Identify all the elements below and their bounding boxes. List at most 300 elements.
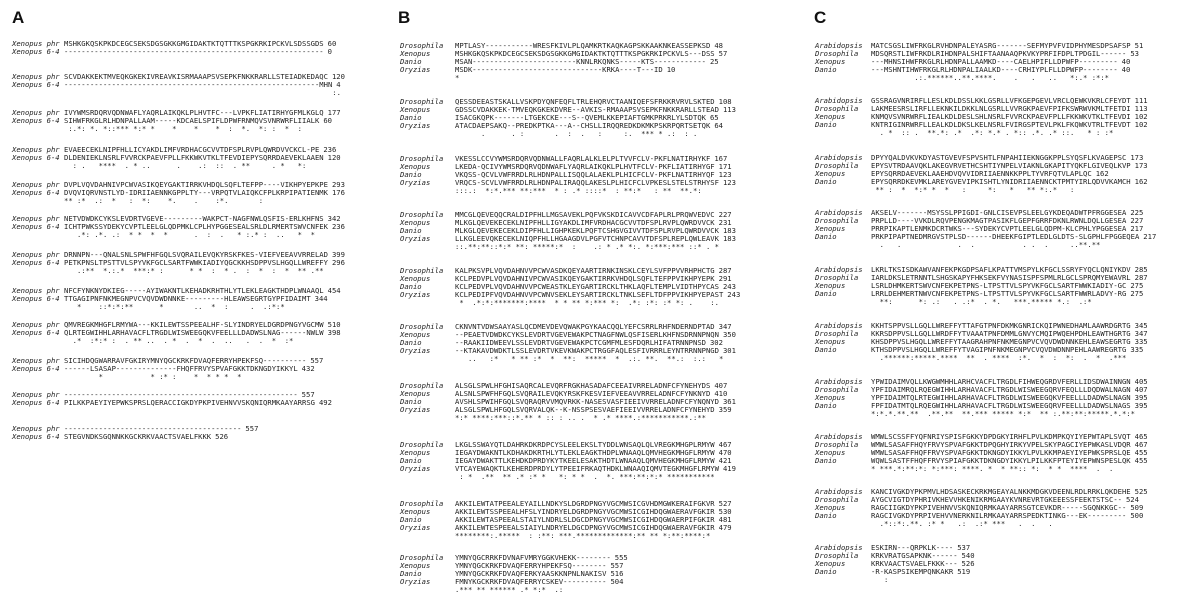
residue-count: 275 bbox=[1130, 289, 1144, 298]
species-name: Xenopus 6-4 bbox=[12, 294, 60, 303]
species-name: Drosophila bbox=[400, 154, 444, 163]
residue-count: 291 bbox=[718, 274, 732, 283]
sequence-text: LKEDA-QCIVYWMSRDQRVQDNWAFLYAQRLAIKQKLPLHVTFCLV-PKFLIATIRHYGF bbox=[455, 162, 715, 171]
species-name: Drosophila bbox=[815, 104, 859, 113]
residue-count: 407 bbox=[1134, 385, 1148, 394]
species-name: Drosophila bbox=[815, 385, 859, 394]
species-name: Xenopus phr bbox=[12, 424, 60, 433]
residue-count: 167 bbox=[714, 154, 728, 163]
consensus-line: .:** *.:.* ***:* : * * : * . : * : * ** .** bbox=[64, 266, 324, 275]
sequence-text: EPYSVTRDAAVQKLAKEGVRVETHCSHTIYNPELVIAKNLGKAPITYQKFLGIVEQLKVP bbox=[871, 161, 1131, 170]
species-name: Xenopus phr bbox=[12, 214, 60, 223]
sequence-text: GSSRAGVNRIRFLLESLKDLDSSLKKLGSRLLVFKGEPGEVLVRCLQEWKVKRLCFEYDT bbox=[871, 96, 1131, 105]
species-name: Xenopus 6-4 bbox=[12, 80, 60, 89]
alignment-block bbox=[400, 441, 736, 481]
sequence-text: MPTLASY-----------WRESFKIVLPLQAMKRTKAQKAGPSKKAAKNKEASSEPKSD bbox=[455, 41, 711, 50]
residue-count: 467 bbox=[718, 440, 732, 449]
residue-count: 470 bbox=[718, 448, 732, 457]
species-name: Oryzias bbox=[400, 523, 431, 532]
consensus-line: .*: .*. .: * * * * . : . * :.* : .. * * bbox=[64, 230, 315, 239]
alignment-block bbox=[12, 321, 341, 345]
sequence-text: CKNVNTVDWSAAYASLQCDMEVDEVQWAKPGYKAACQQLYEFCSRRLRHFNDERNDPTAD bbox=[455, 322, 715, 331]
alignment-block bbox=[815, 378, 1148, 418]
residue-count: 301 bbox=[722, 346, 736, 355]
residue-count: 537 bbox=[957, 543, 971, 552]
species-name: Drosophila bbox=[400, 322, 444, 331]
species-name: Xenopus phr bbox=[12, 286, 60, 295]
residue-count: 111 bbox=[1134, 96, 1148, 105]
sequence-text: YMNYQGCRRKFDVNAFVMRYGGKVHEKK-------- bbox=[455, 553, 611, 562]
species-name: Oryzias bbox=[400, 178, 431, 187]
residue-count: 183 bbox=[722, 226, 736, 235]
alignment-block bbox=[400, 500, 732, 540]
residue-count: 479 bbox=[718, 523, 732, 532]
residue-count: 555 bbox=[614, 553, 628, 562]
sequence-text: FMNYKGCKRKFDVAQFERRYCSKEV---------- bbox=[455, 577, 607, 586]
sequence-text: YPFIDAIMTQLRTEGWIHHLARHAVACFLTRGDLWISWEEGQKVFEELLLDADWSLNAGN bbox=[871, 393, 1131, 402]
species-name: Xenopus bbox=[400, 561, 431, 570]
sequence-text: KTHSDPPVSLHGQLLWREFFYTVAGIPNFNKMEGNPVCVQVDWDNNPEHLAAWREGRTG bbox=[871, 345, 1127, 354]
residue-count: 342 bbox=[327, 214, 341, 223]
species-name: Drosophila bbox=[815, 329, 859, 338]
residue-count: 419 bbox=[722, 464, 736, 473]
species-name: Xenopus bbox=[400, 389, 431, 398]
sequence-text: DLDENIEKLNSRLFVVRCKPAEVFPLLFKKWKVTKLTFEVDIEPYSQRRDAEVEKLAAEN bbox=[64, 153, 324, 162]
species-name: Xenopus phr bbox=[12, 320, 60, 329]
sequence-text: QMVREGKMHGFLRMYWA---KKILEWTSSPEEALHF-SLYINDRYELDGRDPNGYVGCMW bbox=[64, 320, 324, 329]
sequence-text: ------------------------------------------------------ bbox=[64, 390, 298, 399]
species-name: Xenopus bbox=[815, 224, 846, 233]
species-name: Arabidopsis bbox=[815, 377, 863, 386]
residue-count: 526 bbox=[215, 432, 229, 441]
residue-count: 243 bbox=[727, 290, 741, 299]
residue-count: 10 bbox=[666, 65, 676, 74]
sequence-text: VRQCS-SCVLVWFRRDLRLHDNPALIRAQQLAKESLPLHICFCLVPKESLSTELSTRHYSF bbox=[455, 178, 719, 187]
species-name: Oryzias bbox=[400, 405, 431, 414]
sequence-text: DVPLVQVDAHNIVPCWVASIKQEYGAKTIRRKVHDQLSQFLTEFPP----VIKHPYEPKPE bbox=[64, 180, 328, 189]
residue-count: 102 bbox=[1134, 120, 1148, 129]
sequence-text: --RAAKIIDWEEVLSSLEVDRTVGEVEWAKPCTCGMFMLESFDQRLHIFATRNNPNSD bbox=[455, 338, 706, 347]
sequence-text: KANCIVGKDYPKPMVLHDSASKECKRKMGEAYALNKKMDGKVDEENLRDLRRKLQKDEHE bbox=[871, 487, 1131, 496]
sequence-text: STEGVNDKSGQNNKKGCKRKVAACTSVAELFKKK bbox=[64, 432, 212, 441]
sequence-text: MATCSGSLIWFRKGLRVHDNPALEYASRG-------SEFMYPVFVIDPHYMESDPSAFSP bbox=[871, 41, 1131, 50]
consensus-line: . . . . . . . ..**.** bbox=[871, 240, 1101, 249]
alignment-block bbox=[12, 215, 345, 239]
species-name: Oryzias bbox=[400, 65, 431, 74]
alignment-block bbox=[815, 266, 1148, 306]
panel-label-b: B bbox=[398, 8, 411, 27]
species-name: Xenopus 6-4 bbox=[12, 258, 60, 267]
sequence-text: KNTRIGINRWRFLLEALKDLDKSLKELNSRLFVIRGSPTEVLPKLFKQWKVTRLTFEVDT bbox=[871, 120, 1131, 129]
species-name: Xenopus bbox=[815, 169, 846, 178]
consensus-line: : bbox=[871, 575, 889, 584]
residue-count: 0 bbox=[327, 47, 332, 56]
residue-count: 350 bbox=[722, 330, 736, 339]
consensus-line: * ::*:*:** * .. * : . .:*:* bbox=[64, 302, 285, 311]
residue-count: 162 bbox=[1095, 169, 1109, 178]
sequence-text: KKHTSPPVSLLGQLLWREFFYTTAFGTPNFDKMKGNRICKQIPWNEDHAMLAAWRDGRTG bbox=[871, 321, 1131, 330]
species-name: Danio bbox=[400, 515, 422, 524]
sequence-text: VKESSLCCVYWMSRDQRVQDNWALLFAQRLALKLELPLTVVFCLV-PKFLNATIRHYKF bbox=[455, 154, 711, 163]
residue-count: 557 bbox=[310, 356, 324, 365]
alignment-block bbox=[12, 146, 341, 170]
residue-count: 227 bbox=[718, 210, 732, 219]
residue-count: 509 bbox=[1130, 503, 1144, 512]
residue-count: 519 bbox=[957, 567, 971, 576]
sequence-text: RAGCIIGKDYPKPIVEHNVVSKQNIQRMKAAYARRSGTCEVKDR-----SGQNKKGC-- bbox=[871, 503, 1127, 512]
sequence-text: PRRPIKAPTLENMKDCRTWKS---SYDEKYCVPTLEELGLQDPM-KLCPHLYPGGESEA bbox=[871, 224, 1127, 233]
residue-count: 504 bbox=[610, 577, 624, 586]
alignment-block bbox=[12, 251, 345, 275]
sequence-text: YPWIDAIMVQLLKWGWMHHLARHCVACFLTRGDLFIHWEQGRDVFERLLIDSDWAINNGN bbox=[871, 377, 1131, 386]
alignment-block bbox=[815, 209, 1156, 249]
sequence-text: ALSNLSPWFHFGQLSVQRAILEVQKYRSKFKESVIEFVEEAVVRRELADNFCFYNKNYD bbox=[455, 389, 711, 398]
species-name: Drosophila bbox=[400, 41, 444, 50]
species-name: Arabidopsis bbox=[815, 265, 863, 274]
residue-count: 347 bbox=[718, 322, 732, 331]
species-name: Danio bbox=[815, 456, 837, 465]
sequence-text: ICHTPWKSSYDEKYCVPTLEELGLQDPMKLCPLHYPGGESEALSRLDLRMERTSWVCNFEK bbox=[64, 222, 328, 231]
sequence-text: EPYSQRRDKEVMKLAREYGVEVIPKISHTLYNIDRIIAENNCKTPMTYIRLQDVVKAMCH bbox=[871, 177, 1131, 186]
species-name: Xenopus bbox=[815, 448, 846, 457]
residue-count: 465 bbox=[1134, 432, 1148, 441]
sequence-text: MMCGLQEVEQQCRALDIPFHLLMGSAVEKLPQFVKSKDICAVVCDFAPLRLPRQWVEDVC bbox=[455, 210, 715, 219]
consensus-line: .*::*:.**. :* * .: .:* *** . . . bbox=[871, 519, 1053, 528]
sequence-row bbox=[815, 568, 975, 576]
species-name: Drosophila bbox=[400, 499, 444, 508]
residue-count: 395 bbox=[1134, 401, 1148, 410]
consensus-line: ::.**:**::*:* **: *****:* : .: * .* *:. *:***:*** ::* . * bbox=[455, 242, 719, 251]
species-name: Drosophila bbox=[815, 273, 859, 282]
residue-count: 526 bbox=[961, 559, 975, 568]
species-name: Drosophila bbox=[815, 551, 859, 560]
sequence-text: ESKIRN---QRPKLK---- bbox=[871, 543, 954, 552]
residue-count: 516 bbox=[610, 569, 624, 578]
species-name: Xenopus bbox=[815, 337, 846, 346]
residue-count: 4 bbox=[336, 80, 341, 89]
species-name: Xenopus bbox=[815, 393, 846, 402]
residue-count: 285 bbox=[1134, 265, 1148, 274]
consensus-line: . * :: . **.*: .* .*: *.* . *:: .*. .* ::. * : :* bbox=[871, 128, 1114, 137]
alignment-block bbox=[12, 425, 258, 441]
residue-count: 287 bbox=[718, 266, 732, 275]
residue-count: 173 bbox=[1134, 161, 1148, 170]
consensus-line: .* :*:* : . ** .. . * . * . .. . . * :* bbox=[64, 336, 294, 345]
species-name: Danio bbox=[400, 456, 422, 465]
consensus-line: ** :* .: * : *: *. . :*. : bbox=[64, 196, 264, 205]
alignment-block bbox=[400, 554, 628, 594]
species-name: Xenopus bbox=[400, 330, 431, 339]
residue-count: 120 bbox=[331, 72, 345, 81]
alignment-block bbox=[400, 98, 736, 138]
residue-count: 231 bbox=[718, 218, 732, 227]
species-name: Xenopus bbox=[400, 448, 431, 457]
species-name: Xenopus phr bbox=[12, 356, 60, 365]
alignment-block bbox=[12, 109, 341, 133]
sequence-text: LKGLSSWAYQTLDAHRKDKRDPCYSLEELEKSLTYDDLWNSAQLQLVREGKMHGPLRMYW bbox=[455, 440, 715, 449]
sequence-text: WMWLSASAFFHQYFRVYSPVAFGKKTDPQGHYIRKYVPELSKYPAGCIYEPWKASLVDQR bbox=[871, 440, 1131, 449]
residue-count: 395 bbox=[1134, 393, 1148, 402]
alignment-block bbox=[12, 287, 341, 311]
sequence-text: AKKILEWTASPEEALSTAIYLNDRLSLDGCDPNGYVGCMWSICGIHDQGWAERPIFGKIR bbox=[455, 515, 715, 524]
residue-count: 347 bbox=[1134, 329, 1148, 338]
species-name: Arabidopsis bbox=[815, 208, 863, 217]
species-name: Drosophila bbox=[400, 266, 444, 275]
sequence-text: LLKGLEEVQKECEKLNIQPFHLLHGAAGDVLPGFVTCHNPCAVVTDFSPLREPLQWLEAVK bbox=[455, 234, 719, 243]
sequence-text: MDSQRSTLIWFRKDLRIHDNPALSHIFTAANAAQPKVKYPRFIFDPLTPDGIL------ bbox=[871, 49, 1127, 58]
sequence-text: TTGAGIPNFNKMEGNPVCVQVDWDNNKE---------HLEAWSEGRTGYPFIDAIMT bbox=[64, 294, 311, 303]
sequence-text: FPFIDATMTQLRQEGWIHHLARHAVACFLTRGDLWISWEEGQRVFEELLLDADWSLNAGS bbox=[871, 401, 1131, 410]
alignment-block bbox=[12, 391, 332, 407]
residue-count: 236 bbox=[323, 145, 337, 154]
species-name: Xenopus bbox=[400, 218, 431, 227]
species-name: Arabidopsis bbox=[815, 543, 863, 552]
alignment-block bbox=[400, 155, 736, 195]
species-name: Xenopus 6-4 bbox=[12, 47, 60, 56]
species-name: Drosophila bbox=[815, 440, 859, 449]
sequence-text: ---MHNSIHWFRKGLRLHDNPALLAAMKD----CAELHPIFLLDPWFP--------- bbox=[871, 57, 1118, 66]
residue-count: 40 bbox=[1121, 57, 1131, 66]
sequence-text: ---MSHNTIHWFRKGLRLHDNPALIAALKD----CRHIYPLFLLDPWFP-------- bbox=[871, 65, 1118, 74]
residue-count: 243 bbox=[722, 282, 736, 291]
residue-count: 225 bbox=[1130, 208, 1144, 217]
sequence-text: SICIHDQGWARRAVFGKIRYMNYQGCKRKFDVAQFERRYHPEKFSQ---------- bbox=[64, 356, 307, 365]
sequence-text: KCLPEDVPLVQVDAHNIVPCWVASIKQEYGAKTIRRKVHDQLSQFLTEFPPVIKHPYEPK bbox=[455, 274, 715, 283]
sequence-text: ISACGKQPK-------LTGEKCKE---S--QVEMLKKEPIAFTGMKPRKRLYLSDTQK bbox=[455, 113, 706, 122]
residue-count: 123 bbox=[718, 170, 732, 179]
residue-count: 102 bbox=[1134, 112, 1148, 121]
consensus-line: :::.: *:*.*** **:*** * : .* ::::* : **:* : ** **.*: bbox=[455, 186, 702, 195]
species-name: Drosophila bbox=[815, 161, 859, 170]
species-name: Danio bbox=[400, 397, 422, 406]
consensus-line: ********:.***** : :**: ***.*************:** ** *:**:****:* bbox=[455, 531, 711, 540]
residue-count: 275 bbox=[1130, 281, 1144, 290]
sequence-text: YMNYQGCKRKFDVAQFERRYHPEKFSQ-------- bbox=[455, 561, 607, 570]
sequence-text: MSHKGKQSKPKDCEGCSEKSDGSGKKGMGIDAKTKTQTTTKSPGKRKIPCKVLS---DSS bbox=[455, 49, 715, 58]
residue-count: 432 bbox=[301, 364, 315, 373]
species-name: Xenopus phr bbox=[12, 39, 60, 48]
residue-count: 120 bbox=[327, 153, 341, 162]
species-name: Oryzias bbox=[400, 234, 431, 243]
residue-count: 455 bbox=[1134, 448, 1148, 457]
sequence-text: ALSGLSPWLHFGHISAQRCALEVQRFRGKHASADAFCEEAIVRRELADNFCFYNEHYDS bbox=[455, 381, 711, 390]
sequence-text: NFCFYNKNYDKIEG-----AYIWAKNTLKEHADKRHTHLYTLEKLEAGKTHDPLWNAAQL bbox=[64, 286, 324, 295]
species-name: Danio bbox=[400, 282, 422, 291]
consensus-line: *:*.*.**.** .**.** **.*** ***** *:* ** :.**:**:*****.*.*:* bbox=[871, 409, 1135, 418]
residue-count: 236 bbox=[331, 222, 345, 231]
residue-count: 173 bbox=[1130, 153, 1144, 162]
species-name: Arabidopsis bbox=[815, 96, 863, 105]
consensus-line: :.*: *. *::*** *:* * * * * : *. *: : * : bbox=[64, 124, 302, 133]
species-name: Danio bbox=[815, 289, 837, 298]
species-name: Xenopus 6-4 bbox=[12, 398, 60, 407]
residue-count: 530 bbox=[718, 507, 732, 516]
species-name: Xenopus phr bbox=[12, 180, 60, 189]
sequence-text: AYGCVIGTDYPHRIVKHEVVHKENIKRMGAAYKVNREVRTGKEEESSFEEKTSTSC-- bbox=[871, 495, 1122, 504]
alignment-block bbox=[400, 267, 740, 307]
sequence-text: LKRLTKSISDKAWVANFEKPKGDPSAFLKPATTVMSPYLKFGCLSSRYFYQCLQNIYKDV bbox=[871, 265, 1131, 274]
species-name: Xenopus 6-4 bbox=[12, 116, 60, 125]
sequence-text: LSRLDHMKERTSWVCNFEKPETPNS-LTPSTTVLSPYVKFGCLSARTFWWKIADIY-GC bbox=[871, 281, 1127, 290]
species-name: Xenopus bbox=[400, 105, 431, 114]
residue-count: 524 bbox=[1125, 495, 1139, 504]
species-name: Oryzias bbox=[400, 464, 431, 473]
residue-count: 293 bbox=[331, 180, 345, 189]
sequence-text: KCLPEDIPFVQVDAHNVVPCWNVSEKLEYSARTIRCKLTNKLSEFLTDFPPVIKHPYEPAST bbox=[455, 290, 724, 299]
panel-label-a: A bbox=[12, 8, 25, 27]
sequence-text: LRRLDEHMERTNWVCNFEKPETPNS-LTPSTTVLSPYVKFGCLSARTFWWRLADVY-RG bbox=[871, 289, 1127, 298]
species-name: Xenopus bbox=[400, 274, 431, 283]
species-name: Xenopus bbox=[815, 281, 846, 290]
residue-count: 287 bbox=[1134, 273, 1148, 282]
residue-count: 407 bbox=[714, 381, 728, 390]
residue-count: 53 bbox=[1130, 49, 1139, 58]
sequence-text: MSDK------------------------------KRKA----T---ID bbox=[455, 65, 663, 74]
sequence-text: MLKGLQEVEKECEKLDIPFHLLIGHPKEKLPQFTCSHGVGIVVTDFSPLRVPLQWRDVVCK bbox=[455, 226, 719, 235]
residue-count: 65 bbox=[709, 113, 719, 122]
residue-count: 335 bbox=[1134, 337, 1148, 346]
sequence-text: AKKILEWTSSPEEALHFSLYINDRYELDGRDPNGYVGCMWSICGIHDQGWAERAVFGKIR bbox=[455, 507, 715, 516]
sequence-text: PETKPNSLTPSTTVLSPYVKFGCLSARTFWWKIADIYQGCKKHSDPPVSLHGQLLWREFFY bbox=[64, 258, 328, 267]
consensus-line: *:* ****:***::*.** * :: : .. . * .* ****.:***********.:** bbox=[455, 413, 706, 422]
sequence-text: PRPLLD----VVKDLRQVPENGKMAGTPASIKFLGEPFGRRFDKNLRWNLDQLLGESEA bbox=[871, 216, 1127, 225]
residue-count: 64 bbox=[714, 121, 723, 130]
sequence-text: ATACDAEPSAKQ--PREDKPTKA---A--CHSLLIRQQREDKDKMKPSKRPQRTSETQK bbox=[455, 121, 711, 130]
residue-count: 410 bbox=[714, 389, 728, 398]
consensus-line: * bbox=[455, 73, 460, 82]
species-name: Xenopus 6-4 bbox=[12, 153, 60, 162]
alignment-block bbox=[815, 322, 1148, 362]
sequence-text: KHSDPPVSLHGQLLWREFFYTAAGRAHPNFNKMEGNPVCVQVDWDNNKEHLEAWSEGRTG bbox=[871, 337, 1131, 346]
residue-count: 361 bbox=[722, 397, 736, 406]
sequence-text: LAKMEESRSLIRFLLEKNKILDKKLNLGSRLLVVRGKPAEVFPIFKSWRWVKMLTFETDI bbox=[871, 104, 1131, 113]
residue-count: 162 bbox=[1134, 177, 1148, 186]
consensus-line: .*** ** ****** .* *:* .: bbox=[455, 585, 564, 594]
sequence-text: KKRSDPPVSLLGQLLWRDFFYTVAAATPNFDMMLGNVYCMQIPWQEHPDHLEAWTHGRTG bbox=[871, 329, 1131, 338]
residue-count: 455 bbox=[1134, 456, 1148, 465]
residue-count: 227 bbox=[1130, 216, 1144, 225]
sequence-text: AKKILEWTESPEEALSIAIYLNDRYELDGCDPNGYVGCMWSICGIHDQGWAERAVFGKIR bbox=[455, 523, 715, 532]
species-name: Xenopus phr bbox=[12, 72, 60, 81]
species-name: Xenopus bbox=[400, 162, 431, 171]
sequence-text: VKQSS-QCVLVWFRRDLRLHDNPALLISQQLALAEKLPLHICFCLV-PKFLNATIRHYQF bbox=[455, 170, 715, 179]
sequence-text: --KTAKAVDWDKTLSSLEVDRTVKEVKWAKPCTRGGFAQLESFIVRRRLEYNTRRNNPNGD bbox=[455, 346, 719, 355]
species-name: Danio bbox=[400, 226, 422, 235]
consensus-line: .******:*****.**** ** . **** :*. * : *: . * .*** bbox=[871, 353, 1127, 362]
alignment-block bbox=[815, 97, 1148, 137]
sequence-text: ALSGLSPWLHFGQLSVQRVALQK--K-NSSPSESVAEFIEEIVVRRELADNFCFYNEHYD bbox=[455, 405, 715, 414]
residue-count: 60 bbox=[327, 39, 337, 48]
alignment-block bbox=[815, 154, 1148, 194]
sequence-text: SCVDAKKEKTMVEQKGKEKIVREAVKISRMAAAPSVSEPKFNKKRARLLSTEIADKEDAQC bbox=[64, 72, 328, 81]
sequence-row bbox=[12, 433, 258, 441]
species-name: Arabidopsis bbox=[815, 153, 863, 162]
residue-count: 176 bbox=[331, 188, 345, 197]
residue-count: 492 bbox=[318, 398, 332, 407]
residue-count: 40 bbox=[1121, 65, 1131, 74]
residue-count: 57 bbox=[718, 49, 728, 58]
sequence-text: RAGCIVGKDYPRPIVEHVVNERKNILRMKAAYARRSPEDKTINKG---EK--------- bbox=[871, 511, 1127, 520]
alignment-block bbox=[815, 433, 1148, 473]
species-name: Drosophila bbox=[400, 553, 444, 562]
species-name: Xenopus phr bbox=[12, 145, 60, 154]
species-name: Arabidopsis bbox=[815, 487, 863, 496]
species-name: Danio bbox=[400, 569, 422, 578]
species-name: Danio bbox=[815, 177, 837, 186]
species-name: Drosophila bbox=[400, 210, 444, 219]
sequence-text: WMWLSCSSFFYQFNRIYSPISFGKKYDPDGKYIRHFLPVLKDMPKQYIYEPWTAPLSVQT bbox=[871, 432, 1131, 441]
residue-count: 481 bbox=[718, 515, 732, 524]
consensus-line: : . **** . * .. . .: :: . ** . * *: bbox=[64, 161, 307, 170]
residue-count: 113 bbox=[722, 105, 736, 114]
species-name: Arabidopsis bbox=[815, 41, 863, 50]
alignment-block bbox=[400, 211, 736, 251]
residue-count: 302 bbox=[709, 338, 723, 347]
species-name: Danio bbox=[815, 401, 837, 410]
species-name: Arabidopsis bbox=[815, 432, 863, 441]
residue-count: 525 bbox=[1134, 487, 1148, 496]
residue-count: 557 bbox=[301, 390, 315, 399]
residue-count: 217 bbox=[1130, 224, 1144, 233]
residue-count: 540 bbox=[961, 551, 975, 560]
species-name: Xenopus bbox=[815, 503, 846, 512]
consensus-line: * ***.*:**:*: *:***: ****. * * **:: *: * * **** . . bbox=[871, 464, 1114, 473]
sequence-text: EPYSQRRDAEVEKLAAEHDVQVVIDRIIAENNKKPPLTYVRFQTVLAPLQC bbox=[871, 169, 1092, 178]
sequence-text: WQWLSASTFFHQFFRVYSPIAFGKKTDKNGDYIKKYLPILKKFPTEYIYEPWNSPESLQK bbox=[871, 456, 1131, 465]
sequence-text: ------LSASAP--------------FHQFFRVYSPVAFGKKTDKNGDYIKKYL bbox=[64, 364, 298, 373]
alignment-block bbox=[815, 42, 1143, 82]
residue-count: 527 bbox=[718, 499, 732, 508]
species-name: Drosophila bbox=[815, 49, 859, 58]
alignment-block bbox=[400, 323, 736, 363]
sequence-text: WMWLSASAFFHQFFRVYSPVAFGKKTDKNGDYIKKYLPVLKKMPAEYIYEPWKSPRSLQE bbox=[871, 448, 1131, 457]
sequence-text: NETVDWDKCYKSLEVDRTVGEVE---------WAKPCT-NAGFNWLQSFIS-ERLKHFNS bbox=[64, 214, 324, 223]
residue-count: 500 bbox=[1130, 511, 1144, 520]
residue-count: 359 bbox=[718, 405, 732, 414]
sequence-row bbox=[400, 66, 727, 74]
consensus-line: ** : * *:* * * : *: * ** *:.* : bbox=[871, 185, 1075, 194]
residue-count: 399 bbox=[331, 250, 345, 259]
alignment-block bbox=[12, 40, 336, 56]
alignment-block bbox=[12, 73, 345, 97]
species-name: Xenopus bbox=[815, 112, 846, 121]
sequence-text: QESSDEEASTSKALLVSKPDYQNFEQFLTRLEHQRVCTAANIQEFSFRKKRVRVLSKTED bbox=[455, 97, 715, 106]
residue-count: 398 bbox=[327, 328, 341, 337]
species-name: Oryzias bbox=[400, 121, 431, 130]
residue-count: 177 bbox=[327, 108, 341, 117]
sequence-text: IEGAYDWAKNTLKDHAKDKRTHLYTLEKLEAGKTHDPLWNAAQLQMVHEGKMHGFLRMYW bbox=[455, 448, 715, 457]
residue-count: 25 bbox=[709, 57, 719, 66]
residue-count: 557 bbox=[245, 424, 259, 433]
residue-count: 108 bbox=[718, 97, 732, 106]
species-name: Danio bbox=[815, 232, 837, 241]
sequence-text: MLKGLQEVEKECEKLNIPFHLLIGYAKDLIMFVRDHACGCVVTDFSPLRVPLQWRDVVCK bbox=[455, 218, 715, 227]
species-name: Danio bbox=[815, 120, 837, 129]
sequence-text: SIHWFRKGLRLHDNPALLAAM-----KDCAELSPIFLDPWFRNMQVSVNRWRFLIIALK bbox=[64, 116, 320, 125]
species-name: Xenopus bbox=[400, 49, 431, 58]
sequence-text: -----------------------------------------------------------MHN bbox=[64, 80, 333, 89]
residue-count: 421 bbox=[718, 456, 732, 465]
species-name: Xenopus 6-4 bbox=[12, 364, 60, 373]
consensus-line: :. bbox=[64, 88, 341, 97]
alignment-block bbox=[12, 181, 345, 205]
alignment-block bbox=[815, 488, 1148, 528]
species-name: Xenopus 6-4 bbox=[12, 432, 60, 441]
species-name: Danio bbox=[815, 511, 837, 520]
sequence-text: MSHKGKQSKPKDCEGCSEKSDGSGKKGMGIDAKTKTQTTTKSPGKRKIPCKVLSDSSGDS bbox=[64, 39, 324, 48]
species-name: Xenopus phr bbox=[12, 108, 60, 117]
sequence-text: KRKVAACTSVAELFKKK--- bbox=[871, 559, 958, 568]
